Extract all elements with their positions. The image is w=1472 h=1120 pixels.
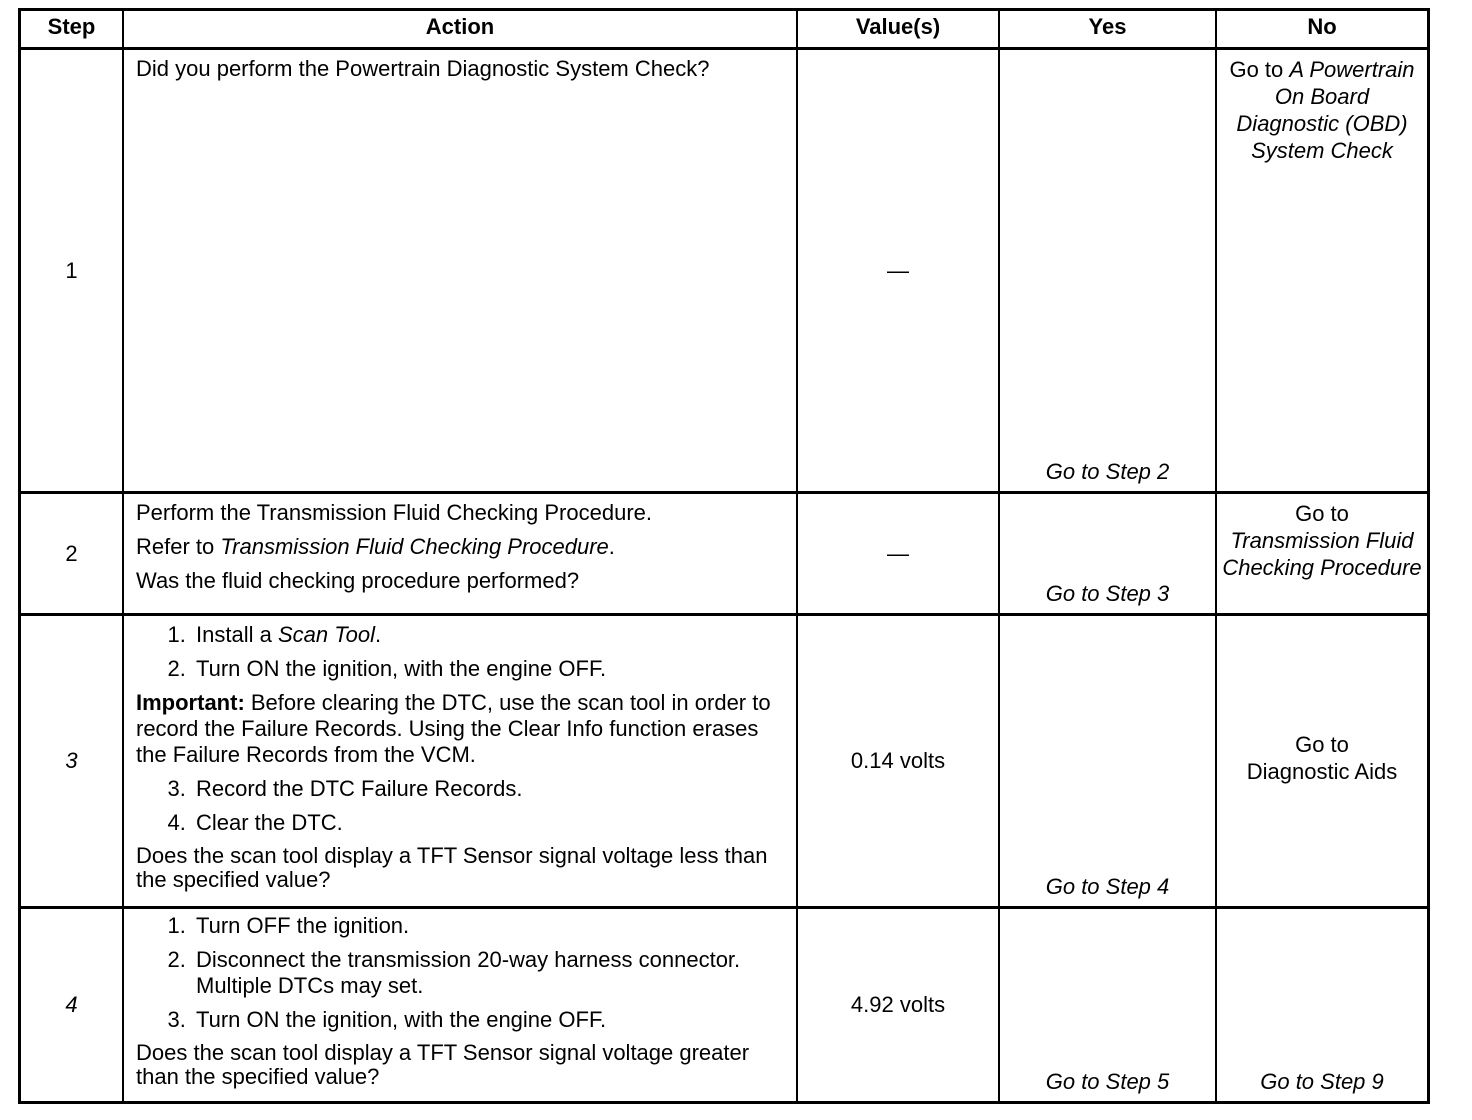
header-action: Action [124, 11, 798, 50]
header-step: Step [21, 11, 124, 50]
important-text: Before clearing the DTC, use the scan tool in order to record the Failure Records. Using the Clear Info function erases the Failure Records from the VCM. [136, 690, 771, 767]
row2-refer-suffix: . [608, 534, 615, 559]
row2-no [1217, 494, 1427, 616]
row1-no-link[interactable]: A Powertrain On Board Diagnostic (OBD) System Check [1236, 57, 1415, 163]
row3-list-a [136, 622, 784, 682]
row4-value [798, 909, 1000, 1101]
row4-item2: 2. Disconnect the transmission 20-way harness connector. Multiple DTCs may set. [192, 947, 784, 999]
important-label: Important: [136, 690, 245, 715]
row4-no [1217, 909, 1427, 1101]
row3-value-text: 0.14 volts [850, 748, 946, 773]
row2-step [21, 494, 124, 616]
row3-item1-suffix: . [374, 622, 382, 647]
header-no: No [1217, 11, 1427, 50]
row2-refer-prefix: Refer to [136, 534, 221, 559]
row4-yes-link[interactable]: Go to Step 5 [1045, 1069, 1170, 1094]
row2-action-line1: Perform the Transmission Fluid Checking Procedure. [136, 500, 652, 525]
row2-yes-link[interactable]: Go to Step 3 [1045, 581, 1170, 606]
row3-yes-link[interactable]: Go to Step 4 [1045, 874, 1170, 899]
row3-item1-scan-tool[interactable]: Scan Tool [277, 622, 375, 647]
row4-item3: 3. Turn ON the ignition, with the engine OFF. [192, 1007, 784, 1033]
row1-no-prefix: Go to [1229, 57, 1290, 82]
row2-action-line3: Was the fluid checking procedure performed? [136, 568, 580, 593]
row2-no-link[interactable]: Transmission Fluid Checking Procedure [1222, 528, 1422, 580]
row2-action [124, 494, 798, 616]
row1-action-text: Did you perform the Powertrain Diagnostic System Check? [136, 56, 710, 81]
row3-no-link[interactable]: Diagnostic Aids [1246, 759, 1398, 784]
row3-item3: 3. Record the DTC Failure Records. [192, 776, 784, 802]
row3-step-number: 3 [65, 748, 78, 773]
row3-item4: 4. Clear the DTC. [192, 810, 784, 836]
row2-action-line2 [136, 534, 784, 560]
row2-no-prefix: Go to [1295, 501, 1349, 526]
row1-action [124, 50, 798, 494]
row4-action [124, 909, 798, 1101]
row3-question: Does the scan tool display a TFT Sensor signal voltage less than the specified value? [136, 843, 768, 892]
row3-step [21, 616, 124, 909]
row4-item1: 1. Turn OFF the ignition. [192, 913, 784, 939]
row3-important [136, 690, 784, 768]
row3-no-line1: Go to [1295, 732, 1349, 757]
row3-item1 [192, 622, 784, 648]
row1-step-number: 1 [65, 257, 78, 283]
row2-refer-link[interactable]: Transmission Fluid Checking Procedure [220, 534, 609, 559]
row1-yes-link[interactable]: Go to Step 2 [1045, 459, 1170, 484]
row1-value-text: — [887, 257, 909, 283]
header-values: Value(s) [798, 11, 1000, 50]
row2-yes [1000, 494, 1217, 616]
header-yes: Yes [1000, 11, 1217, 50]
diagnostic-table [18, 8, 1430, 1104]
row1-no [1217, 50, 1427, 494]
row4-no-link[interactable]: Go to Step 9 [1260, 1069, 1384, 1094]
row4-yes [1000, 909, 1217, 1101]
row3-no [1217, 616, 1427, 909]
row2-value-text: — [887, 540, 909, 566]
row3-item2: 2. Turn ON the ignition, with the engine OFF. [192, 656, 784, 682]
row4-step [21, 909, 124, 1101]
row3-item1-prefix: Install a [196, 622, 278, 647]
row4-value-text: 4.92 volts [850, 992, 946, 1017]
row1-value [798, 50, 1000, 494]
row4-step-number: 4 [65, 992, 78, 1017]
row3-yes [1000, 616, 1217, 909]
row3-action [124, 616, 798, 909]
row1-step [21, 50, 124, 494]
row4-list [136, 913, 784, 1033]
row3-list-b [136, 776, 784, 836]
row3-value [798, 616, 1000, 909]
row4-question: Does the scan tool display a TFT Sensor signal voltage greater than the specified value? [136, 1040, 750, 1089]
row2-value [798, 494, 1000, 616]
row2-step-number: 2 [65, 540, 78, 566]
row1-yes [1000, 50, 1217, 494]
